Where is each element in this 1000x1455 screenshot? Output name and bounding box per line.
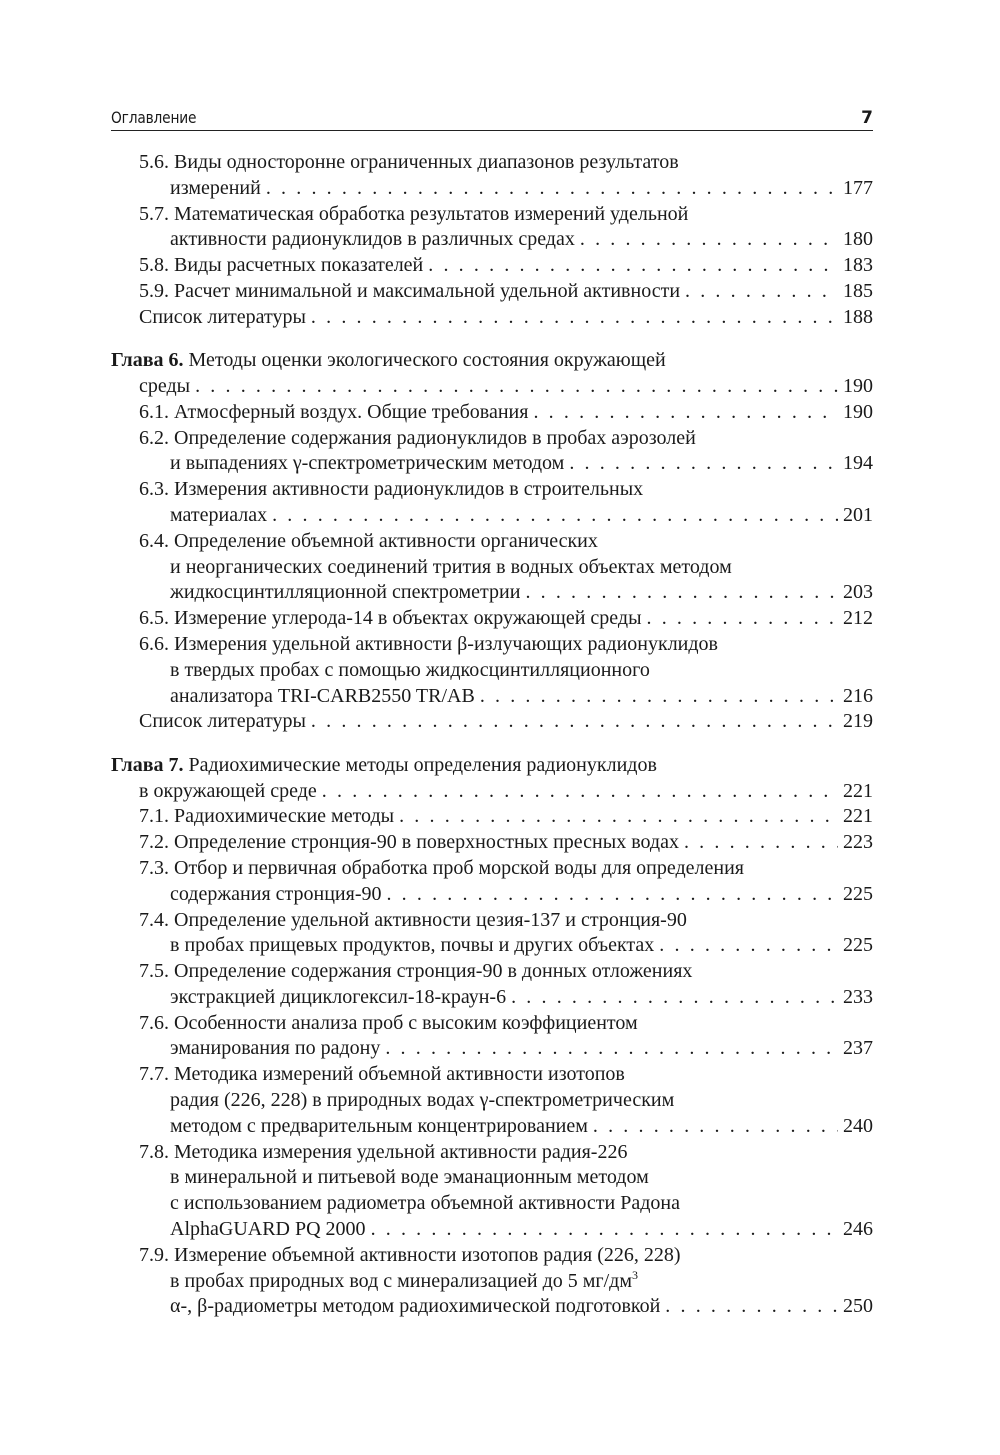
toc-entry-text: 5.8. Виды расчетных показателей — [139, 254, 424, 277]
toc-entry-7-8 — [111, 1140, 873, 1166]
toc-entry-7-3 — [111, 856, 873, 882]
toc-entry-5-8 — [111, 253, 873, 279]
toc-chapter-6 — [111, 348, 873, 374]
toc-entry-6-5 — [111, 606, 873, 632]
dot-leader — [480, 684, 838, 710]
toc-entry-text: в окружающей среде — [139, 779, 317, 802]
toc-page-number: 219 — [843, 710, 873, 733]
toc-page — [111, 0, 873, 1455]
toc-page-number: 212 — [843, 607, 873, 630]
toc-entry-text: 7.6. Особенности анализа проб с высоким коэффициентом — [139, 1011, 638, 1034]
dot-leader — [593, 1114, 838, 1140]
dot-leader — [511, 985, 838, 1011]
toc-entry-text: α-, β-радиометры методом радиохимической подготовкой — [170, 1295, 661, 1318]
toc-entry-text: методом с предварительным концентрированием — [170, 1114, 588, 1137]
toc-entry-text: 7.8. Методика измерения удельной активности радия-226 — [139, 1140, 628, 1163]
toc-entry-6-6 — [111, 632, 873, 658]
dot-leader — [533, 400, 838, 426]
dot-leader — [525, 580, 838, 606]
toc-entry-text: в пробах природных вод с минерализацией до 5 мг/дм — [170, 1269, 632, 1292]
dot-leader — [665, 1294, 838, 1320]
dot-leader — [399, 804, 838, 830]
toc-page-number: 190 — [843, 374, 873, 397]
toc-entry-text: экстракцией дициклогексил-18-краун-6 — [170, 985, 507, 1008]
toc-entry-6-1 — [111, 400, 873, 426]
toc-entry-text: 5.6. Виды односторонне ограниченных диапазонов результатов — [139, 151, 679, 173]
toc-entry-6-3 — [111, 477, 873, 503]
dot-leader — [428, 253, 838, 279]
dot-leader — [311, 709, 838, 735]
toc-entry-text: 7.9. Измерение объемной активности изотопов радия (226, 228) — [139, 1243, 681, 1266]
toc-page-number: 216 — [843, 684, 873, 707]
toc-page-number: 246 — [843, 1218, 873, 1241]
toc-entry-text: Методы оценки экологического состояния окружающей — [183, 349, 666, 372]
toc-entry-text: в минеральной и питьевой воде эманационным методом — [170, 1166, 649, 1189]
dot-leader — [685, 279, 838, 305]
dot-leader — [311, 305, 838, 331]
toc-page-number: 237 — [843, 1037, 873, 1060]
toc-entry-text: 7.3. Отбор и первичная обработка проб морской воды для определения — [139, 856, 744, 879]
toc-page-number: 194 — [843, 452, 873, 475]
running-header-title: Оглавление — [111, 108, 197, 127]
toc-entry-text: жидкосцинтилляционной спектрометрии — [170, 581, 521, 604]
toc-entry-7-6 — [111, 1011, 873, 1037]
toc-entry-text: эманирования по радону — [170, 1037, 381, 1060]
toc-entry-text: 7.1. Радиохимические методы — [139, 805, 395, 828]
running-header — [111, 104, 873, 131]
toc-entry-6-2 — [111, 426, 873, 452]
toc-entry-text: анализатора TRI-CARB2550 TR/AB — [170, 684, 475, 707]
toc-entry-text: с использованием радиометра объемной активности Радона — [170, 1192, 680, 1215]
toc-entry-references-5 — [111, 305, 873, 331]
toc-entry-text: и неорганических соединений трития в водных объектах методом — [170, 555, 732, 578]
toc-page-number: 250 — [843, 1295, 873, 1318]
toc-entry-text: в пробах прищевых продуктов, почвы и других объектах — [170, 934, 655, 957]
toc-page-number: 180 — [843, 228, 873, 251]
toc-entry-text: 5.7. Математическая обработка результатов измерений удельной — [139, 202, 689, 225]
toc-entry-text: 7.4. Определение удельной активности цезия-137 и стронция-90 — [139, 908, 687, 931]
dot-leader — [272, 503, 838, 529]
toc-entry-text: 7.7. Методика измерений объемной активности изотопов — [139, 1063, 625, 1086]
toc-entry-text: Список литературы — [139, 305, 306, 328]
dot-leader — [266, 176, 838, 202]
toc-entry-text: активности радионуклидов в различных средах — [170, 228, 575, 251]
toc-chapter-7 — [111, 753, 873, 779]
toc-entry-text: содержания стронция-90 — [170, 882, 382, 905]
toc-page-number: 233 — [843, 985, 873, 1008]
toc-entry-text: 7.5. Определение содержания стронция-90 в донных отложениях — [139, 960, 693, 983]
toc-entry-7-4 — [111, 908, 873, 934]
toc-entry-7-7 — [111, 1062, 873, 1088]
toc-entry-7-5 — [111, 959, 873, 985]
toc-entry-7-2 — [111, 830, 873, 856]
toc-entry-6-4 — [111, 529, 873, 555]
toc-entry-text: в твердых пробах с помощью жидкосцинтилляционного — [170, 658, 650, 681]
dot-leader — [580, 227, 838, 253]
toc-entry-text: 5.9. Расчет минимальной и максимальной удельной активности — [139, 279, 681, 302]
dot-leader — [385, 1036, 838, 1062]
toc-page-number: 177 — [843, 176, 873, 199]
dot-leader — [684, 830, 838, 856]
page-number: 7 — [861, 108, 873, 128]
toc-page-number: 225 — [843, 882, 873, 905]
dot-leader — [195, 374, 838, 400]
toc-entry-text: Список литературы — [139, 710, 306, 733]
toc-page-number: 221 — [843, 779, 873, 802]
toc-entry-5-9 — [111, 279, 873, 305]
dot-leader — [569, 451, 838, 477]
toc-page-number: 203 — [843, 581, 873, 604]
toc-entry-text: 7.2. Определение стронция-90 в поверхностных пресных водах — [139, 831, 679, 854]
dot-leader — [647, 606, 839, 632]
toc-entry-text: радия (226, 228) в природных водах γ-спектрометрическим — [170, 1089, 675, 1112]
toc-page-number: 188 — [843, 305, 873, 328]
toc-entry-references-6 — [111, 709, 873, 735]
toc-page-number: 221 — [843, 805, 873, 828]
toc-entry-text: материалах — [170, 503, 268, 526]
toc-entry-7-9 — [111, 1243, 873, 1269]
superscript: 3 — [632, 1267, 638, 1282]
toc-entry-text: среды — [139, 374, 191, 397]
toc-page-number: 223 — [843, 831, 873, 854]
toc-page-number: 201 — [843, 503, 873, 526]
toc-entry-text: AlphaGUARD PQ 2000 — [170, 1218, 366, 1241]
toc-page-number: 183 — [843, 254, 873, 277]
toc-entry-5-7 — [111, 202, 873, 228]
dot-leader — [371, 1217, 838, 1243]
toc-page-number: 185 — [843, 279, 873, 302]
dot-leader — [386, 882, 838, 908]
toc-entry-text: 6.6. Измерения удельной активности β-излучающих радионуклидов — [139, 632, 718, 655]
toc-entry-text: и выпадениях γ-спектрометрическим методом — [170, 452, 565, 475]
toc-entry-text: измерений — [170, 176, 261, 199]
dot-leader — [322, 779, 838, 805]
toc-entry-text: 6.2. Определение содержания радионуклидов в пробах аэрозолей — [139, 426, 696, 449]
toc-entry-text: Радиохимические методы определения радионуклидов — [183, 753, 657, 776]
toc-page-number: 190 — [843, 400, 873, 423]
chapter-label: Глава 6. — [111, 349, 184, 372]
table-of-contents — [111, 150, 873, 1320]
toc-page-number: 240 — [843, 1114, 873, 1137]
toc-entry-text: 6.1. Атмосферный воздух. Общие требования — [139, 400, 529, 423]
toc-entry-5-6 — [111, 150, 873, 176]
toc-entry-text: 6.5. Измерение углерода-14 в объектах окружающей среды — [139, 607, 642, 630]
toc-page-number: 225 — [843, 934, 873, 957]
toc-entry-text: 6.3. Измерения активности радионуклидов в строительных — [139, 478, 644, 501]
chapter-label: Глава 7. — [111, 753, 184, 776]
toc-entry-text: 6.4. Определение объемной активности органических — [139, 529, 598, 552]
dot-leader — [659, 933, 838, 959]
toc-entry-7-1 — [111, 804, 873, 830]
